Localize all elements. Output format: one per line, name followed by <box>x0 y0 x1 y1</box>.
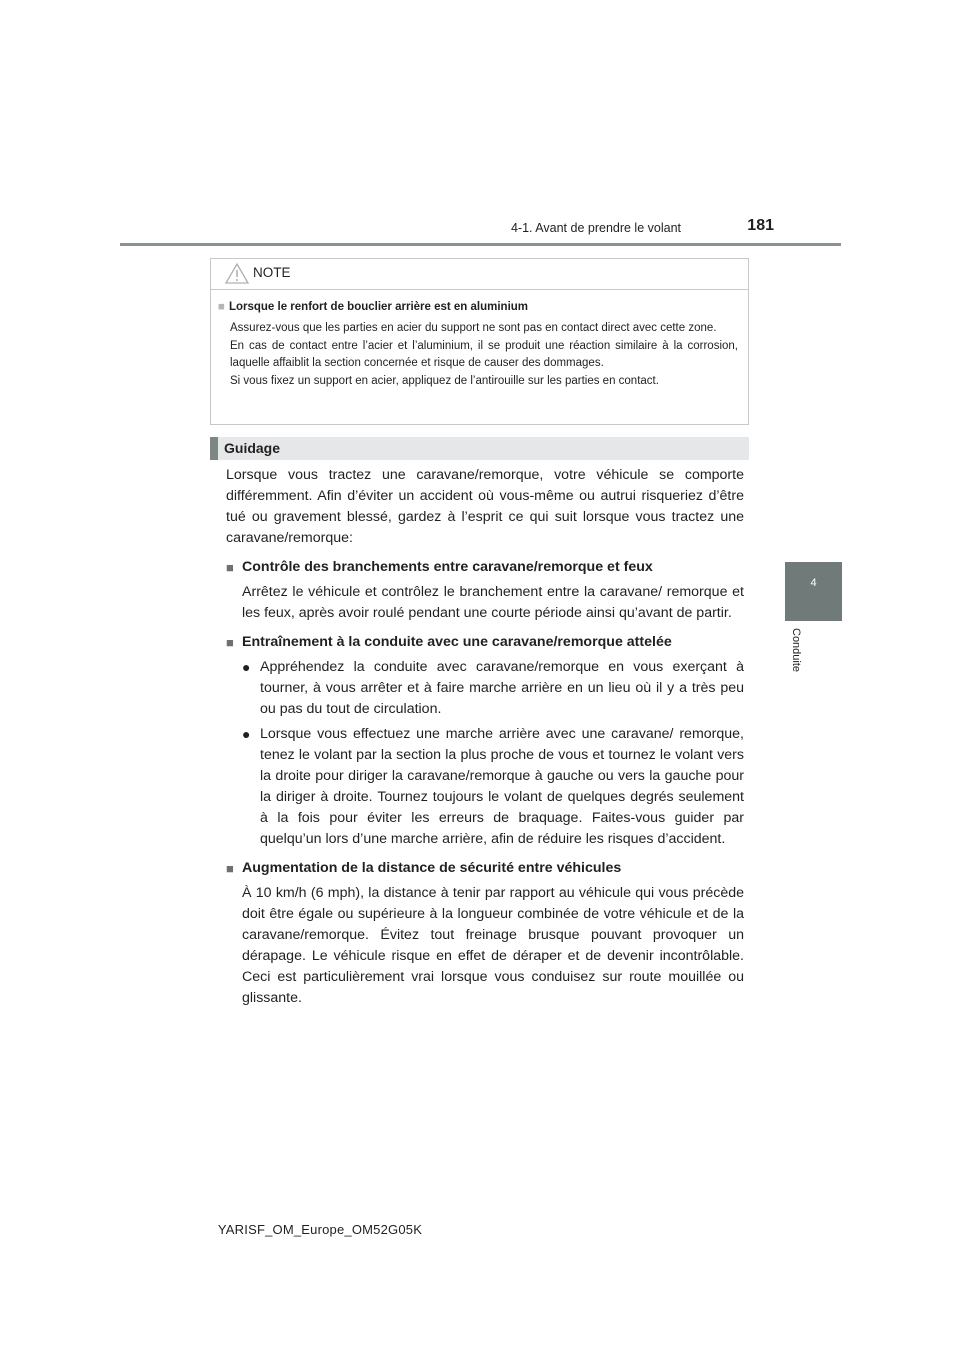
bullet-item: ● Lorsque vous effectuez une marche arrière avec une caravane/ remorque, tenez le volant par la section la plus proche de vous et tournez le volant vers la droite pour diriger la caravane/remorque à gauche ou vers la gauche pour la diriger à droite. Tournez toujours le volant de quelques degrés seulement à la fois pour éviter les erreurs de braquage. Faites-vous guider par quelqu’un lors d’une marche arrière, afin de réduire les risques d’accident. <box>242 724 744 850</box>
section-heading: ■ Entraînement à la conduite avec une caravane/remorque attelée <box>226 632 744 653</box>
note-header <box>211 259 748 290</box>
document-code: YARISF_OM_Europe_OM52G05K <box>217 1222 423 1237</box>
guidage-heading-bar <box>210 437 749 460</box>
chapter-label <box>786 628 806 688</box>
note-body <box>211 290 748 390</box>
note-title: NOTE <box>253 265 291 280</box>
section-title: 4-1. Avant de prendre le volant <box>510 221 681 235</box>
bullet-dot-icon: ● <box>242 659 251 675</box>
chapter-tab <box>785 562 842 621</box>
guidage-content <box>226 465 744 1009</box>
note-paragraph: En cas de contact entre l’acier et l’aluminium, il se produit une réaction similaire à la corrosion, laquelle affaiblit la section concernée et risque de causer des dommages. <box>230 339 738 369</box>
note-paragraph: Si vous fixez un support en acier, appliquez de l’antirouille sur les parties en contact. <box>230 374 659 387</box>
section-heading: ■ Augmentation de la distance de sécurité entre véhicules <box>226 858 744 879</box>
chapter-number: 4 <box>810 577 817 589</box>
square-bullet-icon: ■ <box>218 301 225 313</box>
chapter-label-text: Conduite <box>790 628 802 673</box>
intro-paragraph: Lorsque vous tractez une caravane/remorque, votre véhicule se comporte différemment. Afin d’éviter un accident où vous-même ou autrui risqueriez d’être tué ou gravement blessé, gardez à l’esprit ce qui suit lorsque vous tractez une caravane/remorque: <box>226 467 744 546</box>
note-box <box>210 258 749 425</box>
header-rule <box>120 243 841 246</box>
section-heading: ■ Contrôle des branchements entre caravane/remorque et feux <box>226 557 744 578</box>
square-bullet-icon: ■ <box>226 635 234 650</box>
section-text: Arrêtez le véhicule et contrôlez le branchement entre la caravane/ remorque et les feux, après avoir roulé pendant une courte période ainsi qu’avant de partir. <box>242 584 744 621</box>
page-number: 181 <box>747 217 774 234</box>
heading-marker <box>210 437 218 460</box>
guidage-title: Guidage <box>224 440 281 456</box>
section-text: À 10 km/h (6 mph), la distance à tenir par rapport au véhicule qui vous précède doit être égale ou supérieure à la longueur combinée de votre véhicule et de la caravane/remorque. Évitez tout freinage brusque pouvant provoquer un dérapage. Le véhicule risque en effet de déraper et de devenir incontrôlable. Ceci est particulièrement vrai lorsque vous conduisez sur route mouillée ou glissante. <box>242 885 744 1006</box>
bullet-dot-icon: ● <box>242 726 251 742</box>
note-subtitle: ■ Lorsque le renfort de bouclier arrière est en aluminium <box>218 301 529 313</box>
note-paragraph: Assurez-vous que les parties en acier du support ne sont pas en contact direct avec cette zone. <box>230 322 717 334</box>
bullet-item: ● Appréhendez la conduite avec caravane/remorque en vous exerçant à tourner, à vous arrêter et à faire marche arrière en un lieu où il y a très peu ou pas du tout de circulation. <box>242 657 744 720</box>
square-bullet-icon: ■ <box>226 861 234 876</box>
warning-triangle-icon <box>225 263 249 289</box>
square-bullet-icon: ■ <box>226 560 234 575</box>
